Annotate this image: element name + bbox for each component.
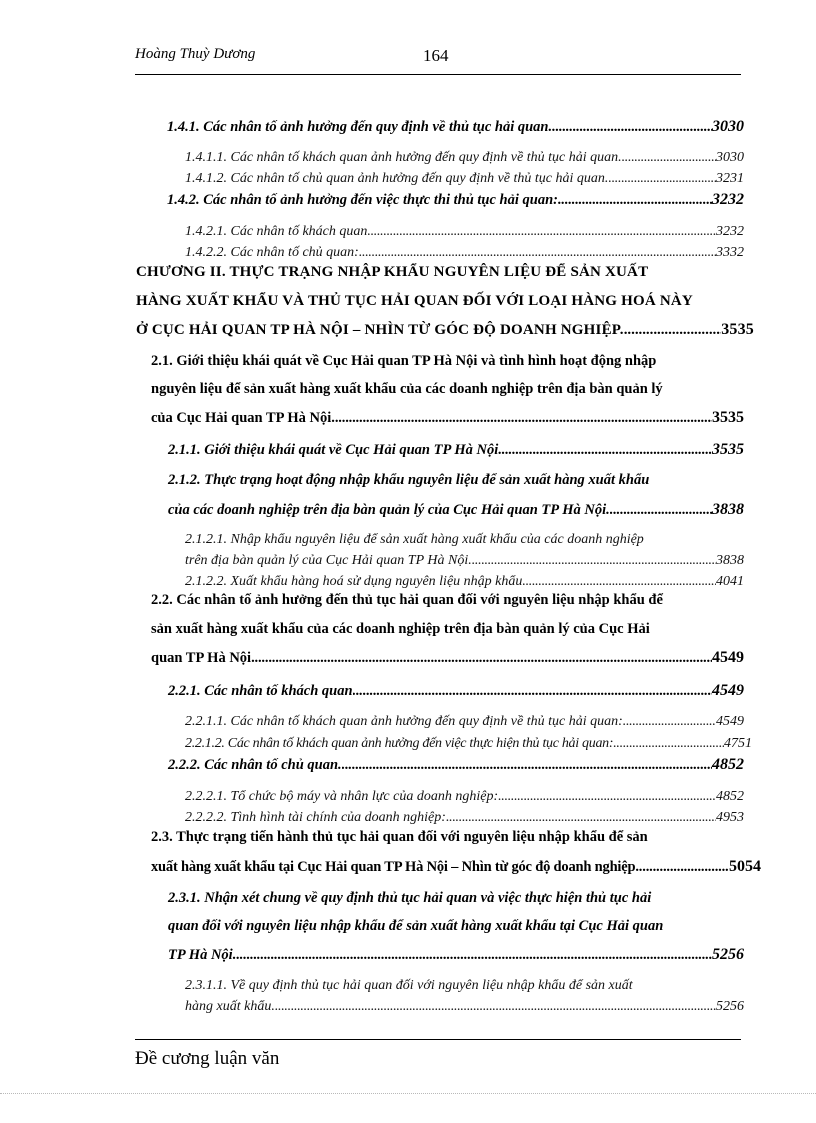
toc-leader	[498, 442, 712, 459]
toc-entry[interactable]	[185, 736, 752, 752]
toc-entry[interactable]	[168, 682, 744, 700]
toc-entry[interactable]	[167, 191, 744, 209]
toc-entry-text: 1.4.1.1. Các nhân tố khách quan ảnh hưởng đến quy định về thủ tục hải quan.	[185, 150, 622, 165]
page-bottom-divider	[0, 1093, 816, 1094]
toc-entry-page: 3231	[716, 171, 744, 186]
toc-entry-text: xuất hàng xuất khẩu tại Cục Hải quan TP Hà Nội – Nhìn từ góc độ doanh nghiệp.	[151, 859, 639, 875]
toc-leader	[446, 810, 716, 826]
toc-leader	[613, 736, 724, 752]
toc-leader	[367, 224, 716, 240]
toc-entry-text: 2.2.1.1. Các nhân tố khách quan ảnh hưởng đến quy định về thủ tục hải quan:	[185, 714, 623, 729]
toc-leader	[622, 150, 716, 166]
toc-entry-text: hàng xuất khẩu.	[185, 999, 275, 1014]
toc-leader	[608, 171, 716, 187]
toc-entry-page: 4549	[712, 649, 744, 666]
toc-entry[interactable]	[185, 553, 744, 569]
toc-entry-page: 3232	[712, 191, 744, 208]
toc-entry-text: của Cục Hải quan TP Hà Nội.	[151, 410, 335, 426]
toc-entry-text: 1.4.2.2. Các nhân tố chủ quan:	[185, 245, 359, 260]
toc-entry-text: 1.4.2.1. Các nhân tố khách quan	[185, 224, 368, 239]
toc-leader	[610, 502, 712, 519]
toc-leader	[639, 859, 729, 876]
toc-entry-page: 3838	[716, 553, 744, 568]
toc-leader	[342, 757, 712, 774]
toc-leader	[623, 714, 716, 730]
toc-entry-page: 5256	[712, 946, 744, 963]
toc-entry-page: 3535	[712, 441, 744, 458]
toc-entry[interactable]	[168, 756, 744, 774]
toc-entry-page: 5256	[716, 999, 744, 1014]
toc-leader	[472, 553, 716, 569]
toc-entry[interactable]	[168, 946, 744, 964]
toc-entry-page: 4751	[724, 736, 752, 751]
toc-entry[interactable]	[136, 321, 754, 339]
toc-entry-page: 3535	[721, 321, 754, 338]
toc-entry-page: 5054	[729, 858, 761, 875]
toc-entry-line[interactable]: 2.1.2. Thực trạng hoạt động nhập khẩu nguyên liệu để sản xuất hàng xuất khẩu	[168, 472, 650, 488]
toc-entry-line[interactable]: 2.3. Thực trạng tiến hành thủ tục hải quan đối với nguyên liệu nhập khẩu để sản	[151, 829, 648, 845]
toc-entry-page: 3232	[716, 224, 744, 239]
toc-leader	[624, 322, 721, 339]
toc-leader	[552, 119, 712, 136]
toc-leader	[558, 192, 712, 209]
toc-entry[interactable]	[185, 171, 744, 187]
page-number: 164	[423, 46, 449, 65]
toc-leader	[498, 789, 716, 805]
toc-entry-page: 3030	[716, 150, 744, 165]
toc-leader	[353, 683, 712, 700]
toc-leader	[522, 574, 716, 590]
toc-entry-text: 2.2.1.2. Các nhân tố khách quan ảnh hưởng đến việc thực hiện thủ tục hải quan:	[185, 736, 614, 751]
toc-entry-text: 1.4.1. Các nhân tố ảnh hưởng đến quy định về thủ tục hải quan.	[167, 119, 553, 135]
toc-entry[interactable]	[151, 409, 744, 427]
page-header	[135, 44, 741, 75]
toc-entry-page: 4953	[716, 810, 744, 825]
toc-entry-text: quan TP Hà Nội	[151, 650, 252, 666]
toc-entry-page: 4549	[712, 682, 744, 699]
toc-entry-line[interactable]: 2.1.2.1. Nhập khẩu nguyên liệu để sản xuất hàng xuất khẩu của các doanh nghiệp	[185, 532, 644, 547]
toc-entry[interactable]	[185, 574, 744, 590]
toc-entry-page: 4041	[716, 574, 744, 589]
toc-entry[interactable]	[185, 224, 744, 240]
toc-leader	[359, 245, 716, 261]
toc-entry-text: 1.4.2. Các nhân tố ảnh hưởng đến việc thực thi thủ tục hải quan:	[167, 192, 558, 208]
toc-entry-text: 1.4.1.2. Các nhân tố chủ quan ảnh hưởng đến quy định về thủ tục hải quan.	[185, 171, 609, 186]
toc-leader	[335, 410, 712, 427]
toc-chapter-line-1[interactable]: CHƯƠNG II. THỰC TRẠNG NHẬP KHẨU NGUYÊN LIỆU ĐỂ SẢN XUẤT	[136, 264, 649, 280]
toc-entry-page: 3535	[712, 409, 744, 426]
toc-entry-page: 4852	[716, 789, 744, 804]
toc-leader	[251, 650, 712, 667]
toc-entry[interactable]	[185, 789, 744, 805]
toc-entry-page: 4852	[712, 756, 744, 773]
toc-entry[interactable]	[185, 999, 744, 1015]
toc-chapter-line-2[interactable]: HÀNG XUẤT KHẨU VÀ THỦ TỤC HẢI QUAN ĐỐI VỚI LOẠI HÀNG HOÁ NÀY	[136, 293, 693, 309]
toc-entry-text: trên địa bàn quản lý của Cục Hải quan TP Hà Nội.	[185, 553, 472, 568]
author-name: Hoàng Thuỳ Dương	[135, 46, 256, 62]
toc-entry-line[interactable]: sản xuất hàng xuất khẩu của các doanh nghiệp trên địa bàn quản lý của Cục Hải	[151, 621, 650, 637]
toc-entry-page: 3030	[712, 118, 744, 135]
footer-text: Đề cương luận văn	[135, 1048, 280, 1069]
toc-entry-line[interactable]: 2.1. Giới thiệu khái quát về Cục Hải quan TP Hà Nội và tình hình hoạt động nhập	[151, 353, 657, 369]
toc-entry[interactable]	[151, 858, 761, 876]
toc-entry-text: 2.1.2.2. Xuất khẩu hàng hoá sử dụng nguyên liệu nhập khẩu	[185, 574, 523, 589]
toc-entry[interactable]	[185, 714, 744, 730]
toc-entry-text: 2.2.2.1. Tổ chức bộ máy và nhân lực của doanh nghiệp:	[185, 789, 499, 804]
page-footer	[135, 1039, 741, 1069]
toc-entry-text: TP Hà Nội.	[168, 947, 237, 963]
toc-entry[interactable]	[151, 649, 744, 667]
toc-entry-line[interactable]: 2.3.1. Nhận xét chung về quy định thủ tục hải quan và việc thực hiện thủ tục hải	[168, 890, 652, 906]
toc-leader	[236, 947, 712, 964]
toc-entry-line[interactable]: quan đối với nguyên liệu nhập khẩu để sản xuất hàng xuất khẩu tại Cục Hải quan	[168, 918, 664, 934]
toc-entry[interactable]	[167, 118, 744, 136]
toc-entry-page: 4549	[716, 714, 744, 729]
toc-entry-page: 3838	[712, 501, 744, 518]
toc-leader	[275, 999, 716, 1015]
toc-entry[interactable]	[185, 245, 744, 261]
toc-entry-line[interactable]: 2.3.1.1. Về quy định thủ tục hải quan đối với nguyên liệu nhập khẩu để sản xuất	[185, 978, 633, 993]
toc-entry-line[interactable]: nguyên liệu để sản xuất hàng xuất khẩu của các doanh nghiệp trên địa bàn quản lý	[151, 381, 663, 397]
toc-entry[interactable]	[185, 150, 744, 166]
toc-entry-line[interactable]: 2.2. Các nhân tố ảnh hưởng đến thủ tục hải quan đối với nguyên liệu nhập khẩu để	[151, 592, 663, 608]
toc-entry-text: 2.2.1. Các nhân tố khách quan	[168, 683, 353, 699]
toc-entry-text: 2.2.2. Các nhân tố chủ quan.	[168, 757, 342, 773]
toc-entry[interactable]	[168, 501, 744, 519]
toc-entry-text: 2.2.2.2. Tình hình tài chính của doanh nghiệp:	[185, 810, 446, 825]
toc-entry[interactable]	[185, 810, 744, 826]
toc-entry-text: Ở CỤC HẢI QUAN TP HÀ NỘI – NHÌN TỪ GÓC ĐỘ DOANH NGHIỆP.	[136, 322, 624, 338]
toc-entry-text: 2.1.1. Giới thiệu khái quát về Cục Hải quan TP Hà Nội	[168, 442, 499, 458]
toc-entry-text: của các doanh nghiệp trên địa bàn quản lý của Cục Hải quan TP Hà Nội.	[168, 502, 610, 518]
toc-entry[interactable]	[168, 441, 744, 459]
toc-entry-page: 3332	[716, 245, 744, 260]
